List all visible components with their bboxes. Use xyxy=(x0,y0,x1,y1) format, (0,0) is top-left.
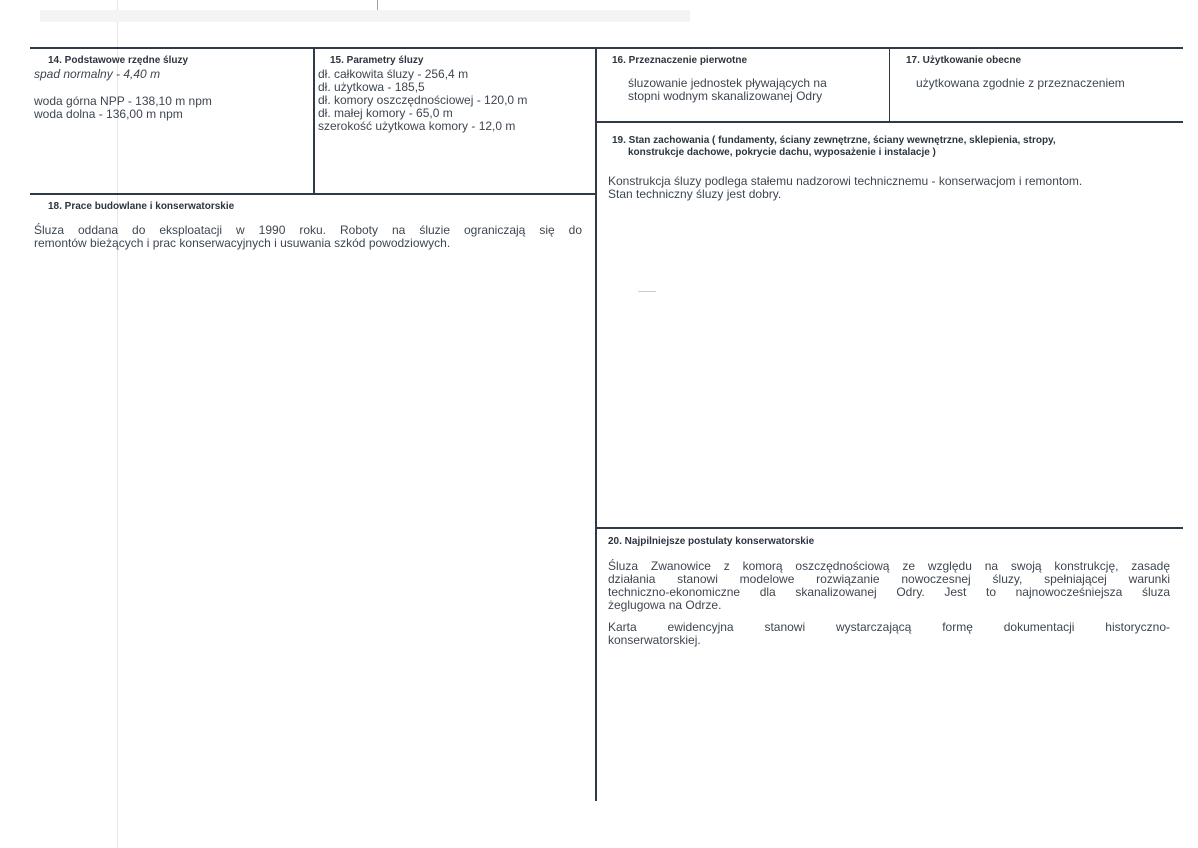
dl-uzytkowa: dł. użytkowa - 185,5 xyxy=(318,80,425,94)
woda-gorna: woda górna NPP - 138,10 m npm xyxy=(34,94,212,108)
szerokosc-uzytkowa: szerokość użytkowa komory - 12,0 m xyxy=(318,119,516,133)
section-20-header: 20. Najpilniejsze postulaty konserwatorskie xyxy=(608,536,815,547)
scan-speck xyxy=(638,291,656,292)
przeznaczenie-line-2: stopni wodnym skanalizowanej Odry xyxy=(628,89,823,103)
section-19-header-1: 19. Stan zachowania ( fundamenty, ściany zewnętrzne, ściany wewnętrzne, sklepienia, stropy, xyxy=(612,135,1056,146)
section-20 xyxy=(608,536,1170,647)
rule-above-20 xyxy=(596,527,1183,529)
section-17-header: 17. Użytkowanie obecne xyxy=(906,55,1022,66)
rule-under-16-17 xyxy=(596,121,1183,123)
dl-komory-oszczednosciowej: dł. komory oszczędnościowej - 120,0 m xyxy=(318,93,528,107)
postulaty-p1-line-2: działania stanowi modelowe rozwiązanie nowoczesnej śluzy, spełniającej warunki xyxy=(608,572,1170,586)
postulaty-p1-line-4: żeglugowa na Odrze. xyxy=(608,598,722,612)
main-divider xyxy=(595,47,597,801)
scan-top-tick xyxy=(377,0,378,10)
przeznaczenie-line-1: śluzowanie jednostek pływających na xyxy=(628,76,827,90)
divider-14-15 xyxy=(313,47,315,194)
postulaty-p1-line-3: techniczno-ekonomiczne dla skanalizowanej Odry. Jest to najnowocześniejsza śluza xyxy=(608,585,1170,599)
rule-under-14-15 xyxy=(30,193,596,195)
postulaty-p2-line-2: konserwatorskiej. xyxy=(608,633,701,647)
top-rule xyxy=(30,47,1183,49)
postulaty-paragraph-1 xyxy=(608,560,1170,612)
scan-margin-line xyxy=(117,0,118,848)
section-17 xyxy=(906,55,1178,90)
postulaty-p2-line-1: Karta ewidencyjna stanowi wystarczającą formę dokumentacji historyczno- xyxy=(608,620,1170,634)
postulaty-p1-line-1: Śluza Zwanowice z komorą oszczędnościową ze względu na swoją konstrukcję, zasadę xyxy=(608,559,1170,573)
section-14 xyxy=(34,55,309,121)
dl-malej-komory: dł. małej komory - 65,0 m xyxy=(318,106,453,120)
section-14-header: 14. Podstawowe rzędne śluzy xyxy=(48,55,189,66)
woda-dolna: woda dolna - 136,00 m npm xyxy=(34,107,183,121)
prace-line-1: Śluza oddana do eksploatacji w 1990 roku. Roboty na śluzie ograniczają się do xyxy=(34,223,582,237)
prace-line-2: remontów bieżących i prac konserwacyjnych i usuwania szkód powodziowych. xyxy=(34,236,451,250)
stan-line-1: Konstrukcja śluzy podlega stałemu nadzorowi technicznemu - konserwacjom i remontom. xyxy=(608,174,1083,188)
section-15 xyxy=(318,55,590,133)
divider-16-17 xyxy=(889,47,890,122)
section-18 xyxy=(34,201,582,250)
section-15-header: 15. Parametry śluzy xyxy=(330,55,424,66)
section-19 xyxy=(608,135,1178,201)
section-16 xyxy=(612,55,887,103)
section-16-header: 16. Przeznaczenie pierwotne xyxy=(612,55,748,66)
section-19-header-2: konstrukcje dachowe, pokrycie dachu, wyposażenie i instalacje ) xyxy=(628,147,936,158)
spad-normalny: spad normalny - 4,40 m xyxy=(34,67,161,81)
stan-line-2: Stan techniczny śluzy jest dobry. xyxy=(608,187,782,201)
uzytkowanie-text: użytkowana zgodnie z przeznaczeniem xyxy=(916,76,1125,90)
postulaty-paragraph-2 xyxy=(608,621,1170,647)
dl-calkowita: dł. całkowita śluzy - 256,4 m xyxy=(318,67,469,81)
section-18-header: 18. Prace budowlane i konserwatorskie xyxy=(48,201,235,212)
scan-top-smudge xyxy=(40,10,690,22)
